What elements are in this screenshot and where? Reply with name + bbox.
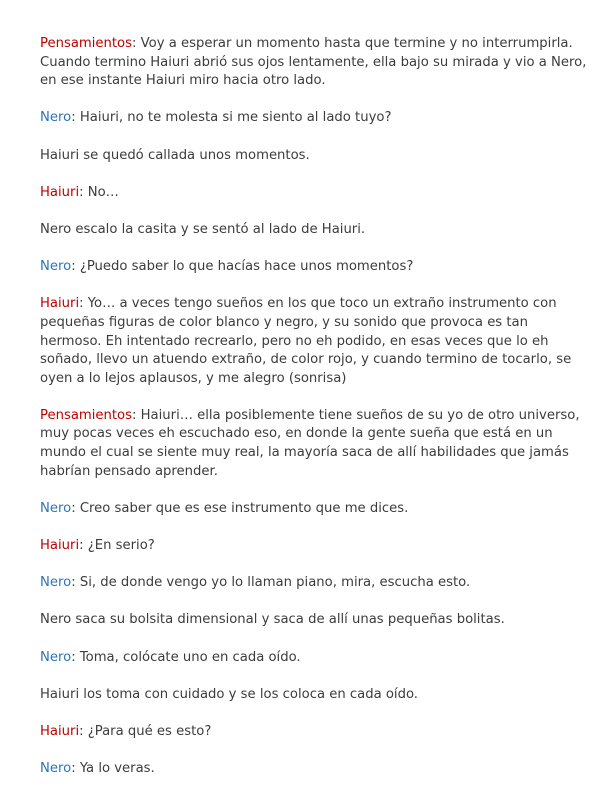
paragraph bbox=[40, 184, 588, 203]
paragraph bbox=[40, 258, 588, 277]
paragraph-text: Nero saca su bolsita dimensional y saca de allí unas pequeñas bolitas. bbox=[40, 612, 505, 628]
paragraph bbox=[40, 760, 588, 779]
paragraph bbox=[40, 407, 588, 481]
paragraph-text: : Si, de donde vengo yo lo llaman piano, mira, escucha esto. bbox=[71, 575, 471, 591]
speaker-name: Haiuri bbox=[40, 538, 80, 554]
speaker-name: Pensamientos bbox=[40, 36, 132, 51]
paragraph bbox=[40, 295, 588, 388]
speaker-name: Nero bbox=[40, 649, 72, 665]
speaker-name: Nero bbox=[40, 110, 72, 126]
paragraph-text: : Haiuri, no te molesta si me siento al lado tuyo? bbox=[71, 110, 392, 126]
paragraph bbox=[40, 537, 588, 556]
speaker-name: Nero bbox=[40, 575, 72, 591]
paragraph-text: Haiuri se quedó callada unos momentos. bbox=[40, 147, 310, 163]
paragraph bbox=[40, 109, 588, 128]
paragraph bbox=[40, 500, 588, 519]
speaker-name: Haiuri bbox=[40, 723, 80, 739]
speaker-name: Pensamientos bbox=[40, 407, 132, 423]
paragraph bbox=[40, 723, 588, 742]
paragraph bbox=[40, 686, 588, 705]
paragraph bbox=[40, 147, 588, 166]
paragraph-text: : Yo… a veces tengo sueños en los que toco un extraño instrumento con pequeñas figuras de color blanco y negro, y su sonido que provoca es tan hermoso. Eh intentado recrearlo, pero no eh podido, en esas veces que lo eh soñado, llevo un atuendo extraño, de color rojo, y cuando termino de tocarlo, se oyen a lo lejos aplausos, y me alegro (sonrisa) bbox=[40, 296, 572, 386]
paragraph bbox=[40, 35, 588, 91]
paragraph-text: : No… bbox=[79, 184, 119, 200]
paragraph-text: : ¿En serio? bbox=[79, 538, 155, 554]
document-body bbox=[40, 35, 588, 797]
speaker-name: Nero bbox=[40, 259, 72, 275]
paragraph-text: : Ya lo veras. bbox=[71, 761, 155, 777]
paragraph bbox=[40, 649, 588, 668]
speaker-name: Haiuri bbox=[40, 296, 80, 312]
paragraph-text: Nero escalo la casita y se sentó al lado de Haiuri. bbox=[40, 221, 366, 237]
paragraph-text: : Haiuri… ella posiblemente tiene sueños de su yo de otro universo, muy pocas veces eh escuchado eso, en donde la gente sueña que está en un mundo el cual se siente muy real, la mayoría saca de allí habilidades que jamás habrían pensado aprender. bbox=[40, 407, 580, 479]
paragraph-text: : Toma, colócate uno en cada oído. bbox=[71, 649, 301, 665]
paragraph bbox=[40, 221, 588, 240]
paragraph-text: : Creo saber que es ese instrumento que me dices. bbox=[71, 500, 409, 516]
paragraph-text: : ¿Puedo saber lo que hacías hace unos momentos? bbox=[71, 259, 414, 275]
speaker-name: Nero bbox=[40, 761, 72, 777]
paragraph-text: : ¿Para qué es esto? bbox=[79, 723, 212, 739]
paragraph-text: : Voy a esperar un momento hasta que termine y no interrumpirla. Cuando termino Haiuri abrió sus ojos lentamente, ella bajo su mirada y vio a Nero, en ese instante Haiuri miro hacia otro lado. bbox=[40, 36, 587, 89]
speaker-name: Haiuri bbox=[40, 184, 80, 200]
speaker-name: Nero bbox=[40, 500, 72, 516]
paragraph bbox=[40, 611, 588, 630]
paragraph-text: Haiuri los toma con cuidado y se los coloca en cada oído. bbox=[40, 686, 418, 702]
paragraph bbox=[40, 574, 588, 593]
